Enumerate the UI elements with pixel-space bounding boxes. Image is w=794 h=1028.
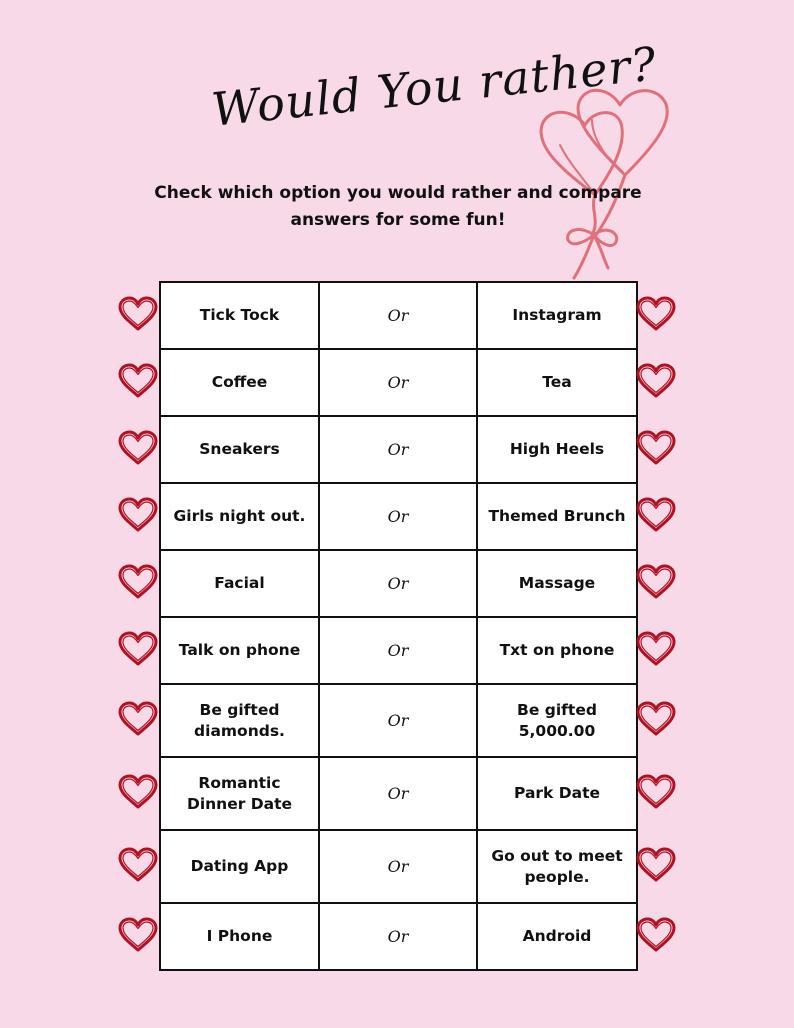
table-row: [160, 903, 637, 970]
or-cell: Or: [319, 757, 477, 830]
heart-outline-icon[interactable]: [118, 296, 158, 332]
heart-outline-icon[interactable]: [636, 701, 676, 737]
heart-outline-icon[interactable]: [636, 564, 676, 600]
option-right-cell: High Heels: [477, 416, 637, 483]
option-left-cell: Talk on phone: [160, 617, 319, 684]
heart-outline-icon[interactable]: [636, 296, 676, 332]
heart-outline-icon[interactable]: [636, 774, 676, 810]
or-cell: Or: [319, 483, 477, 550]
instructions-text: Check which option you would rather and compare answers for some fun!: [154, 183, 642, 230]
table-row: [160, 757, 637, 830]
heart-outline-icon[interactable]: [118, 497, 158, 533]
option-right-cell: Android: [477, 903, 637, 970]
table-row: [160, 617, 637, 684]
table-row: [160, 830, 637, 903]
heart-outline-icon[interactable]: [636, 363, 676, 399]
option-left-cell: Coffee: [160, 349, 319, 416]
heart-outline-icon[interactable]: [118, 363, 158, 399]
or-cell: Or: [319, 617, 477, 684]
option-right-cell: Txt on phone: [477, 617, 637, 684]
option-right-cell: Instagram: [477, 282, 637, 349]
heart-outline-icon[interactable]: [118, 564, 158, 600]
option-left-cell: Romantic Dinner Date: [160, 757, 319, 830]
table-row: [160, 483, 637, 550]
table-row: [160, 550, 637, 617]
heart-outline-icon[interactable]: [118, 847, 158, 883]
heart-outline-icon[interactable]: [118, 774, 158, 810]
option-right-cell: Go out to meet people.: [477, 830, 637, 903]
option-right-cell: Massage: [477, 550, 637, 617]
heart-outline-icon[interactable]: [118, 430, 158, 466]
option-left-cell: Be gifted diamonds.: [160, 684, 319, 757]
or-cell: Or: [319, 684, 477, 757]
heart-outline-icon[interactable]: [636, 430, 676, 466]
page-title: Would You rather?: [209, 36, 660, 137]
options-table: [159, 281, 638, 971]
heart-outline-icon[interactable]: [118, 631, 158, 667]
table-row: [160, 684, 637, 757]
or-cell: Or: [319, 416, 477, 483]
option-left-cell: I Phone: [160, 903, 319, 970]
or-cell: Or: [319, 349, 477, 416]
option-left-cell: Sneakers: [160, 416, 319, 483]
table-row: [160, 416, 637, 483]
option-left-cell: Facial: [160, 550, 319, 617]
or-cell: Or: [319, 282, 477, 349]
heart-outline-icon[interactable]: [118, 701, 158, 737]
table-row: [160, 282, 637, 349]
or-cell: Or: [319, 550, 477, 617]
option-right-cell: Be gifted 5,000.00: [477, 684, 637, 757]
option-left-cell: Tick Tock: [160, 282, 319, 349]
heart-outline-icon[interactable]: [118, 917, 158, 953]
option-left-cell: Girls night out.: [160, 483, 319, 550]
or-cell: Or: [319, 903, 477, 970]
option-right-cell: Tea: [477, 349, 637, 416]
option-right-cell: Themed Brunch: [477, 483, 637, 550]
option-left-cell: Dating App: [160, 830, 319, 903]
option-right-cell: Park Date: [477, 757, 637, 830]
heart-outline-icon[interactable]: [636, 497, 676, 533]
heart-outline-icon[interactable]: [636, 631, 676, 667]
heart-outline-icon[interactable]: [636, 917, 676, 953]
or-cell: Or: [319, 830, 477, 903]
table-row: [160, 349, 637, 416]
heart-outline-icon[interactable]: [636, 847, 676, 883]
